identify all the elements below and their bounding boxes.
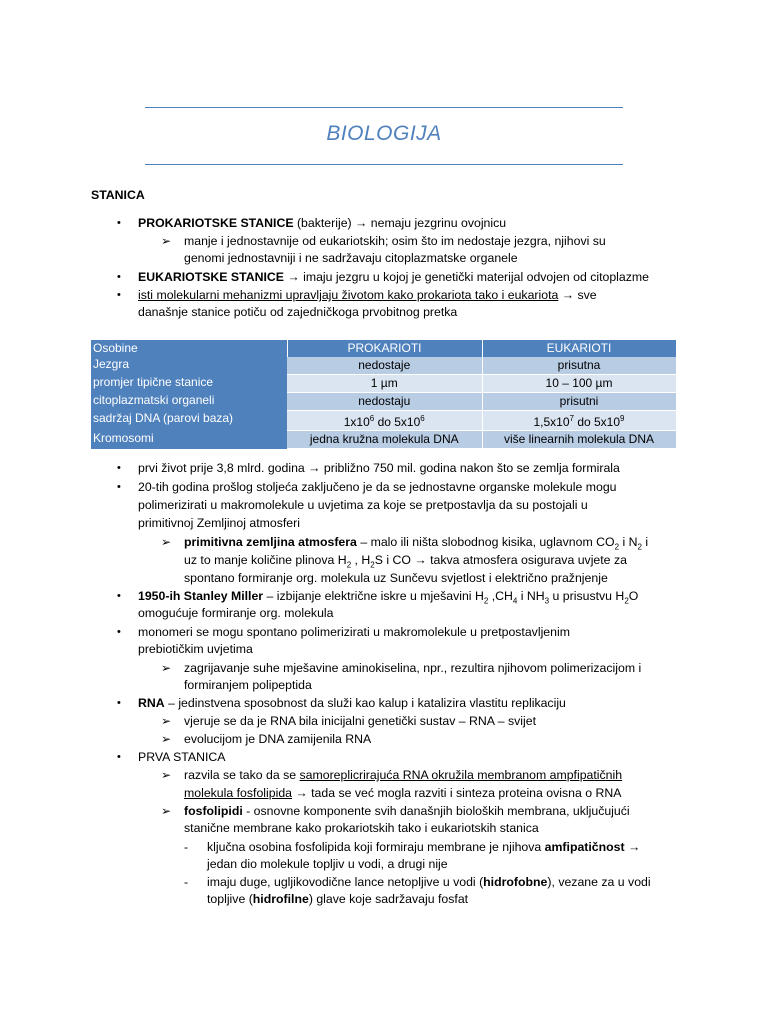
- bullet-icon: •: [117, 217, 121, 229]
- comparison-table: [91, 340, 677, 449]
- row-label: Jezgra: [91, 357, 287, 375]
- list-item: manje i jednostavnije od eukariotskih; osim što im nedostaje jezgra, njihovi su: [184, 234, 606, 248]
- bullet-icon: •: [117, 289, 121, 301]
- list-item: isti molekularni mehanizmi upravljaju životom kako prokariota tako i eukariota → sve: [138, 288, 597, 302]
- list-item: zagrijavanje suhe mješavine aminokiselina, npr., rezultira njihovom polimerizacijom i: [184, 661, 642, 675]
- table-row: [91, 375, 676, 393]
- list-item-cont: jedan dio molekule topljiv u vodi, a drugi nije: [207, 857, 448, 871]
- table-row: [91, 357, 676, 375]
- table-cell: nedostaje: [287, 357, 482, 375]
- table-row: [91, 393, 676, 411]
- table-row: [91, 411, 676, 431]
- section-heading: STANICA: [91, 188, 145, 202]
- table-row: [91, 431, 676, 449]
- list-item: 1950-ih Stanley Miller – izbijanje električne iskre u mješavini $H_2$ $,CH_4$ i $NH_3$ u prisustvu $H_2O$: [138, 589, 639, 606]
- list-item-cont: molekula fosfolipida → tada se već mogla razviti i sinteza proteina ovisna o RNA: [184, 786, 622, 800]
- bullet-icon: •: [117, 626, 121, 638]
- arrow-bullet-icon: ➢: [161, 234, 172, 248]
- list-item: monomeri se mogu spontano polimerizirati u makromolekule u pretpostavljenim: [138, 625, 570, 639]
- table-header-row: [91, 340, 676, 357]
- row-label: promjer tipične stanice: [91, 375, 287, 393]
- table-cell: nedostaju: [287, 393, 482, 411]
- title-bottom-rule: [145, 164, 623, 165]
- table-cell: jedna kružna molekula DNA: [287, 431, 482, 449]
- bullet-icon: •: [117, 481, 121, 493]
- table-cell: više linearnih molekula DNA: [482, 431, 676, 449]
- bullet-icon: •: [117, 697, 121, 709]
- list-item-cont: primitivnoj Zemljinoj atmosferi: [138, 516, 300, 530]
- table-header: PROKARIOTI: [287, 340, 482, 357]
- list-item-cont: stanične membrane kako prokariotskih tako i eukariotskih stanica: [184, 821, 539, 835]
- table-cell: prisutni: [482, 393, 676, 411]
- list-item: EUKARIOTSKE STANICE → imaju jezgru u kojoj je genetički materijal odvojen od citoplazme: [138, 270, 649, 284]
- table-cell: 1 µm: [287, 375, 482, 393]
- arrow-bullet-icon: ➢: [161, 661, 172, 675]
- list-item: evolucijom je DNA zamijenila RNA: [184, 732, 372, 746]
- list-item: imaju duge, ugljikovodične lance netopljive u vodi (hidrofobne), vezane za u vodi: [207, 875, 651, 889]
- list-item: prvi život prije 3,8 mlrd. godina → približno 750 mil. godina nakon što se zemlja formirala: [138, 461, 620, 475]
- list-item-cont: uz to manje količine plinova $H_2$ , $H_2S$ i CO → takva atmosfera osigurava uvjete za: [184, 553, 627, 570]
- list-item: 20-tih godina prošlog stoljeća zaključeno je da se jednostavne organske molekule mogu: [138, 480, 617, 494]
- list-item-cont: prebiotičkim uvjetima: [138, 642, 253, 656]
- list-item: fosfolipidi - osnovne komponente svih današnjih bioloških membrana, uključujući: [184, 804, 630, 818]
- dash-bullet-icon: -: [184, 840, 189, 854]
- list-item-cont: genomi jednostavniji i ne sadržavaju citoplazmatske organele: [184, 251, 518, 265]
- table-cell: $1,5x10^7$ do $5x10^9$: [482, 411, 676, 431]
- table-header: Osobine: [91, 340, 287, 357]
- table-header: EUKARIOTI: [482, 340, 676, 357]
- row-label: sadržaj DNA (parovi baza): [91, 411, 287, 431]
- bullet-icon: •: [117, 590, 121, 602]
- row-label: citoplazmatski organeli: [91, 393, 287, 411]
- list-item-cont: topljive (hidrofilne) glave koje sadržavaju fosfat: [207, 892, 469, 906]
- list-item: PROKARIOTSKE STANICE (bakterije) → nemaju jezgrinu ovojnicu: [138, 216, 507, 230]
- list-item: vjeruje se da je RNA bila inicijalni genetički sustav – RNA – svijet: [184, 714, 536, 728]
- row-label: Kromosomi: [91, 431, 287, 449]
- table-cell: $1x10^6$ do $5x10^6$: [287, 411, 482, 431]
- list-item-cont: današnje stanice potiču od zajedničkoga prvobitnog pretka: [138, 305, 458, 319]
- list-item-cont: formiranjem polipeptida: [184, 678, 312, 692]
- arrow-bullet-icon: ➢: [161, 714, 172, 728]
- bullet-icon: •: [117, 751, 121, 763]
- list-item: PRVA STANICA: [138, 750, 226, 764]
- dash-bullet-icon: -: [184, 875, 189, 889]
- table-cell: 10 – 100 µm: [482, 375, 676, 393]
- table-cell: prisutna: [482, 357, 676, 375]
- list-item: primitivna zemljina atmosfera – malo ili ništa slobodnog kisika, uglavnom $CO_2$ i $N_2$ i: [184, 535, 649, 552]
- list-item-cont: spontano formiranje org. molekula uz Sunčevu svjetlost i električno pražnjenje: [184, 571, 608, 585]
- list-item: ključna osobina fosfolipida koji formiraju membrane je njihova amfipatičnost →: [207, 840, 641, 854]
- arrow-bullet-icon: ➢: [161, 804, 172, 818]
- title-top-rule: [145, 107, 623, 108]
- arrow-bullet-icon: ➢: [161, 768, 172, 782]
- bullet-icon: •: [117, 271, 121, 283]
- bullet-icon: •: [117, 462, 121, 474]
- arrow-bullet-icon: ➢: [161, 535, 172, 549]
- list-item-cont: omogućuje formiranje org. molekula: [138, 606, 334, 620]
- list-item: razvila se tako da se samoreplicrirajuća RNA okružila membranom ampfipatičnih: [184, 768, 623, 782]
- page-title: BIOLOGIJA: [326, 122, 442, 145]
- arrow-bullet-icon: ➢: [161, 732, 172, 746]
- list-item-cont: polimerizirati u makromolekule u uvjetima za koje se pretpostavlja da su postojali u: [138, 498, 588, 512]
- list-item: RNA – jedinstvena sposobnost da služi kao kalup i katalizira vlastitu replikaciju: [138, 696, 566, 710]
